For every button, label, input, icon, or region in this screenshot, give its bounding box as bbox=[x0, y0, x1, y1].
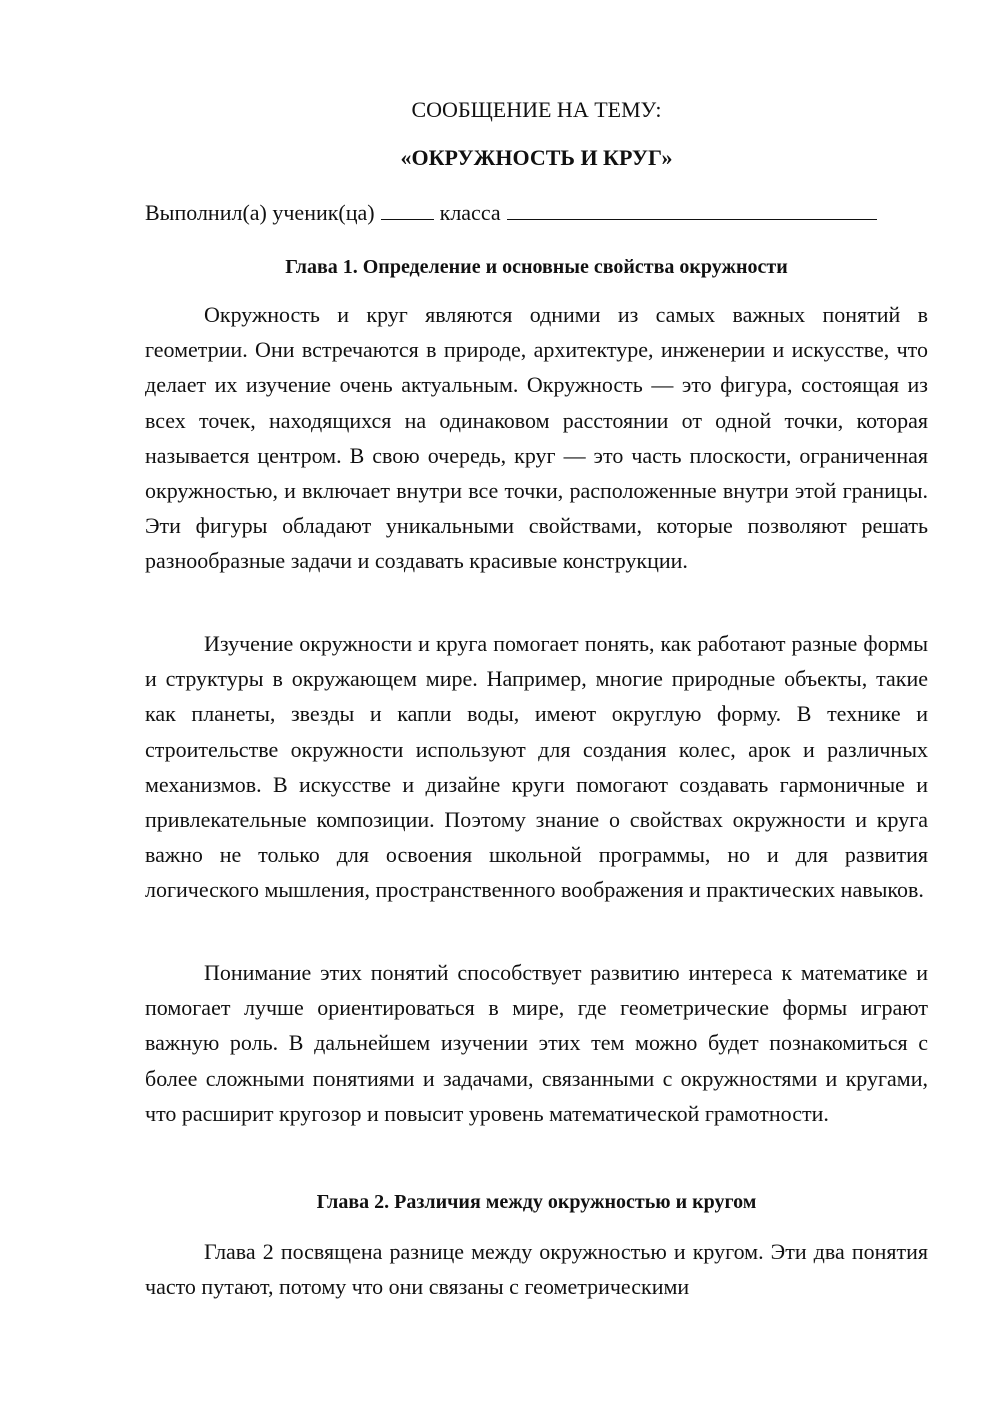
paragraph-1: Окружность и круг являются одними из самых важных понятий в геометрии. Они встречаются в природе, архитектуре, инженерии и искусстве, что делает их изучение очень актуальным. Окружность — это фигура, состоящая из всех точек, находящихся на одинаковом расстоянии от одной точки, которая называется центром. В свою очередь, круг — это часть плоскости, ограниченная окружностью, и включает внутри все точки, расположенные внутри этой границы. Эти фигуры обладают уникальными свойствами, которые позволяют решать разнообразные задачи и создавать красивые конструкции. bbox=[145, 302, 928, 574]
author-line bbox=[145, 197, 928, 229]
paragraph-2: Изучение окружности и круга помогает понять, как работают разные формы и структуры в окружающем мире. Например, многие природные объекты, такие как планеты, звезды и капли воды, имеют округлую форму. В технике и строительстве окружности используют для создания колес, арок и различных механизмов. В искусстве и дизайне круги помогают создавать гармоничные и привлекательные композиции. Поэтому знание о свойствах окружности и круга важно не только для освоения школьной программы, но и для развития логического мышления, пространственного воображения и практических навыков. bbox=[145, 631, 928, 903]
chapter-1-heading: Глава 1. Определение и основные свойства окружности bbox=[285, 256, 788, 278]
document-title-line-2: «ОКРУЖНОСТЬ И КРУГ» bbox=[400, 145, 673, 170]
chapter-2-heading: Глава 2. Различия между окружностью и кругом bbox=[316, 1191, 757, 1213]
grade-blank bbox=[381, 197, 434, 220]
document-page bbox=[145, 0, 928, 1414]
name-blank bbox=[507, 197, 877, 220]
author-label: Выполнил(а) ученик(ца) bbox=[145, 200, 375, 225]
paragraph-3: Понимание этих понятий способствует развитию интереса к математике и помогает лучше ориентироваться в мире, где геометрические формы играют важную роль. В дальнейшем изучении этих тем можно будет познакомиться с более сложными понятиями и задачами, связанными с окружностями и кругами, что расширит кругозор и повысит уровень математической грамотности. bbox=[145, 960, 928, 1126]
document-title-line-1: СООБЩЕНИЕ НА ТЕМУ: bbox=[411, 97, 662, 122]
paragraph-4: Глава 2 посвящена разнице между окружностью и кругом. Эти два понятия часто путают, потому что они связаны с геометрическими bbox=[145, 1239, 928, 1300]
class-label: класса bbox=[439, 200, 501, 225]
